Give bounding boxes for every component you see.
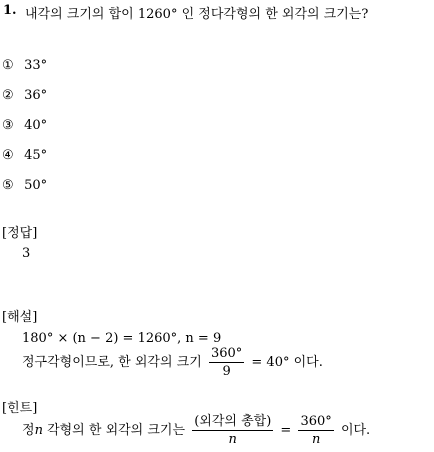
- hint-fraction-2: [298, 414, 333, 447]
- answer-label: [정답]: [2, 226, 38, 241]
- choice-mark: ①: [2, 58, 14, 73]
- fraction-denominator: n: [228, 432, 237, 447]
- choice-mark: ②: [2, 88, 14, 103]
- choice-item[interactable]: [2, 118, 47, 133]
- choice-mark: ⑤: [2, 178, 14, 193]
- question-text: 내각의 크기의 합이 1260° 인 정다각형의 한 외각의 크기는?: [25, 7, 369, 22]
- fraction-denominator: n: [311, 432, 321, 447]
- choice-value: 36°: [24, 88, 48, 103]
- fraction-numerator: (외각의 총합): [194, 414, 272, 429]
- choice-value: 45°: [24, 148, 48, 163]
- explanation-line-1: 180° × (n − 2) = 1260°, n = 9: [22, 331, 222, 346]
- choice-item[interactable]: [2, 178, 47, 193]
- answer-value: 3: [22, 246, 31, 261]
- choice-value: 50°: [24, 178, 48, 193]
- choice-mark: ③: [2, 118, 14, 133]
- question-number: 1.: [3, 3, 17, 18]
- explanation-line-2-suffix: = 40° 이다.: [251, 355, 323, 370]
- explanation-fraction: [209, 346, 244, 379]
- fraction-numerator: 360°: [300, 414, 332, 429]
- fraction-numerator: 360°: [210, 346, 243, 361]
- explanation-line-2-prefix: 정구각형이므로, 한 외각의 크기: [22, 355, 202, 370]
- hint-suffix: 이다.: [340, 423, 371, 438]
- hint-variable: n: [34, 423, 43, 438]
- explanation-line-2: [22, 346, 323, 379]
- hint-fraction-1: [192, 414, 273, 447]
- choice-item[interactable]: [2, 148, 47, 163]
- choice-value: 40°: [24, 118, 48, 133]
- hint-label: [힌트]: [2, 401, 38, 416]
- hint-prefix-a: 정: [22, 423, 35, 438]
- hint-equals: =: [280, 423, 292, 438]
- choice-mark: ④: [2, 148, 14, 163]
- explanation-label: [해설]: [2, 310, 38, 325]
- choice-item[interactable]: [2, 88, 47, 103]
- hint-prefix-b: 각형의 한 외각의 크기는: [42, 423, 186, 438]
- hint-line: [22, 414, 370, 447]
- choice-item[interactable]: [2, 58, 47, 73]
- choice-value: 33°: [24, 58, 48, 73]
- fraction-denominator: 9: [222, 364, 231, 379]
